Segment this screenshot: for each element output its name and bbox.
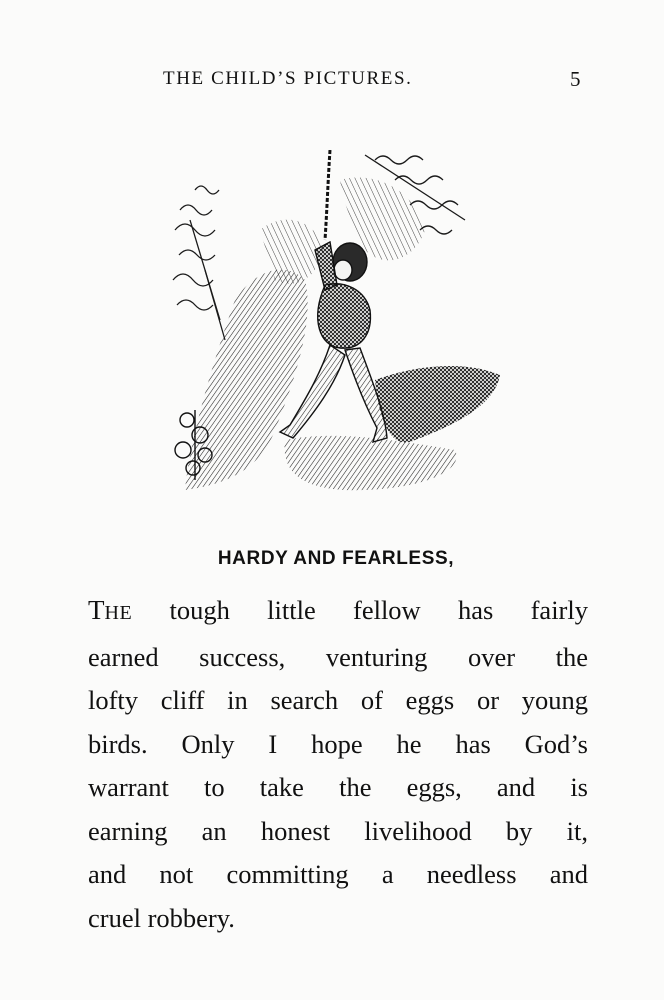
body-paragraph [88, 589, 588, 940]
body-line-4: birds. Only I hope he has God’s [88, 728, 588, 759]
running-head [0, 68, 664, 98]
body-line-6: earning an honest livelihood by it, [88, 815, 588, 846]
section-heading: HARDY AND FEARLESS, [217, 548, 455, 569]
small-caps-rest: HE [104, 602, 133, 624]
body-line-8: cruel robbery. [88, 902, 235, 933]
page-number: 5 [570, 67, 581, 91]
body-line-3: lofty cliff in search of eggs or young [88, 685, 588, 715]
running-title: THE CHILD’S PICTURES. [163, 68, 413, 89]
body-line-2: earned success, venturing over the [88, 641, 588, 672]
engraving-boy-climbing-rope-icon [165, 150, 510, 495]
drop-initial: T [88, 595, 105, 625]
body-line-7: and not committing a needless and [88, 859, 588, 889]
body-line-5: warrant to take the eggs, and is [88, 772, 588, 802]
body-line-1: THE tough little fellow has fairly [88, 595, 588, 625]
